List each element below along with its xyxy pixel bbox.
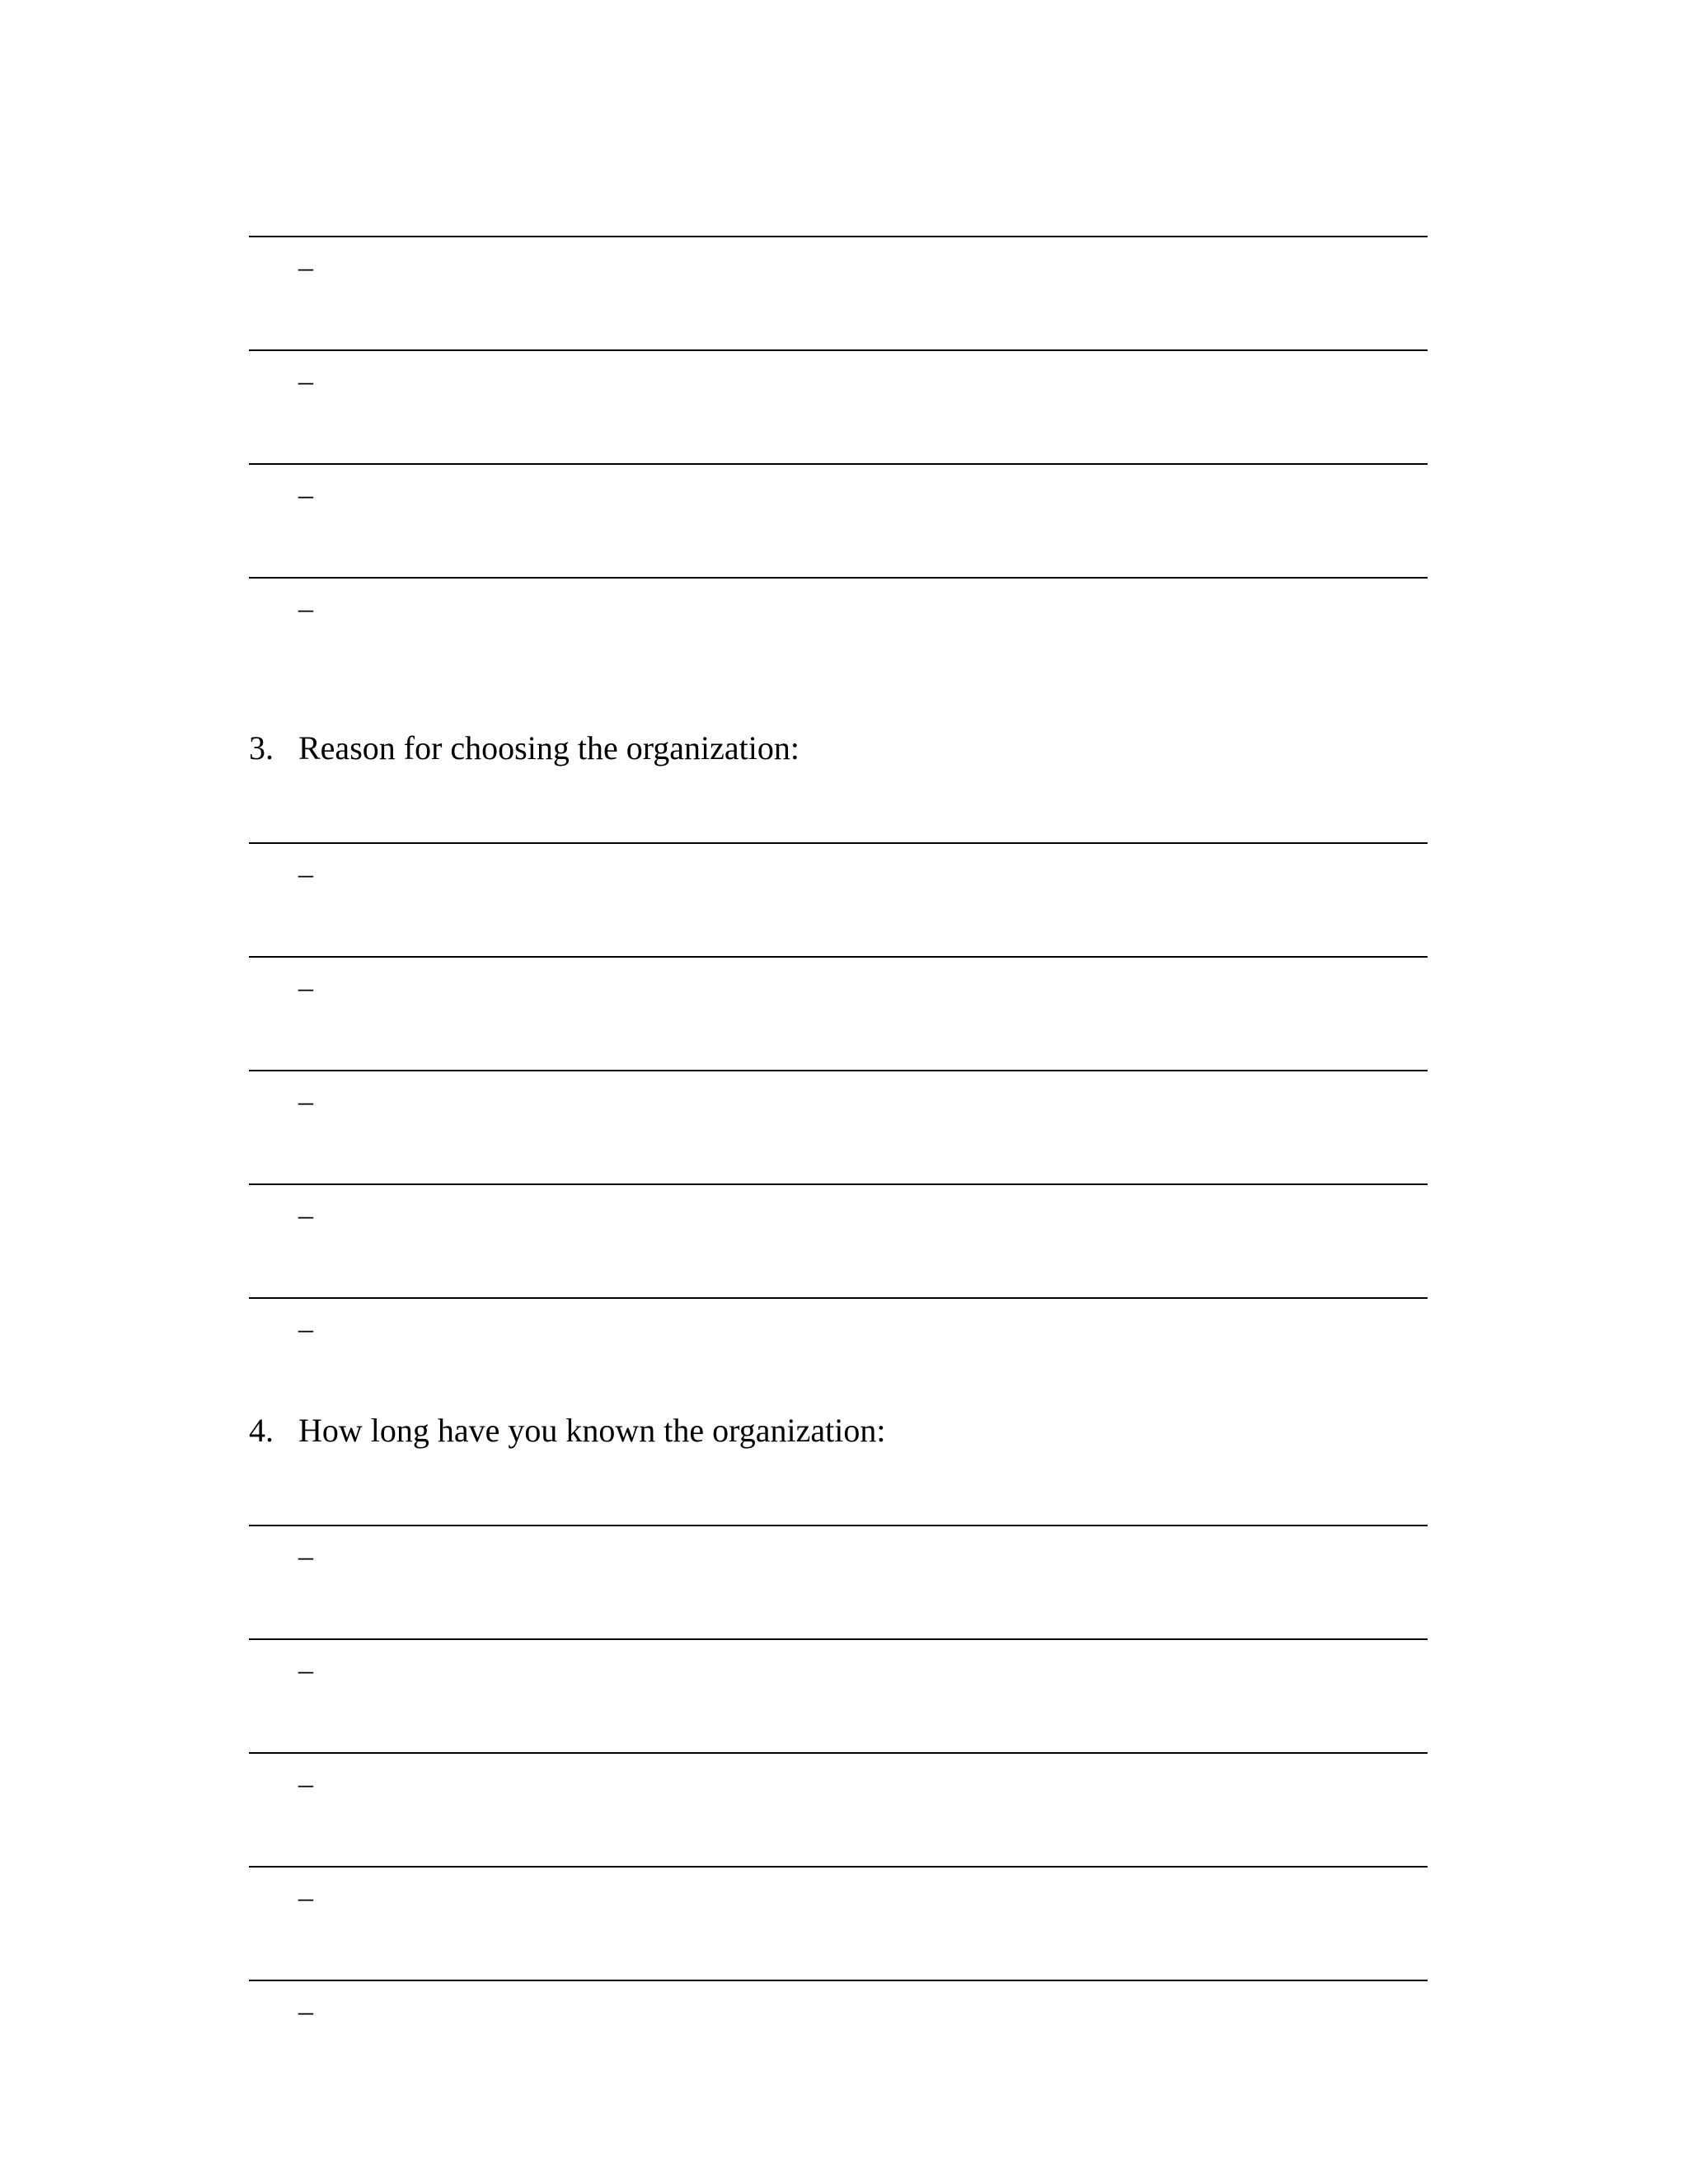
answer-line xyxy=(249,1297,1428,1299)
answer-dash: – xyxy=(298,1881,313,1914)
answer-line xyxy=(249,842,1428,844)
answer-dash: – xyxy=(298,1767,313,1800)
answer-line xyxy=(249,463,1428,465)
answer-dash: – xyxy=(298,251,313,284)
answer-dash: – xyxy=(298,1085,313,1118)
answer-line xyxy=(249,1980,1428,1981)
answer-dash: – xyxy=(298,1653,313,1686)
answer-dash: – xyxy=(298,971,313,1004)
answer-dash: – xyxy=(298,1312,313,1345)
answer-line xyxy=(249,1638,1428,1640)
answer-line xyxy=(249,1525,1428,1526)
answer-dash: – xyxy=(298,857,313,890)
question-3-heading xyxy=(249,729,800,766)
answer-dash: – xyxy=(298,364,313,397)
answer-line xyxy=(249,956,1428,958)
answer-dash: – xyxy=(298,592,313,625)
answer-line xyxy=(249,236,1428,237)
answer-line xyxy=(249,1070,1428,1071)
question-4-heading xyxy=(249,1414,885,1447)
answer-line xyxy=(249,349,1428,351)
answer-line xyxy=(249,1183,1428,1185)
answer-dash: – xyxy=(298,478,313,511)
answer-line xyxy=(249,577,1428,579)
answer-dash: – xyxy=(298,1540,313,1572)
answer-line xyxy=(249,1866,1428,1868)
question-number: 3. xyxy=(249,729,274,766)
question-title: Reason for choosing the organization: xyxy=(298,729,800,766)
answer-dash: – xyxy=(298,1994,313,2027)
question-title: How long have you known the organization: xyxy=(298,1412,886,1449)
question-number: 4. xyxy=(249,1412,274,1449)
answer-line xyxy=(249,1752,1428,1754)
answer-dash: – xyxy=(298,1198,313,1231)
